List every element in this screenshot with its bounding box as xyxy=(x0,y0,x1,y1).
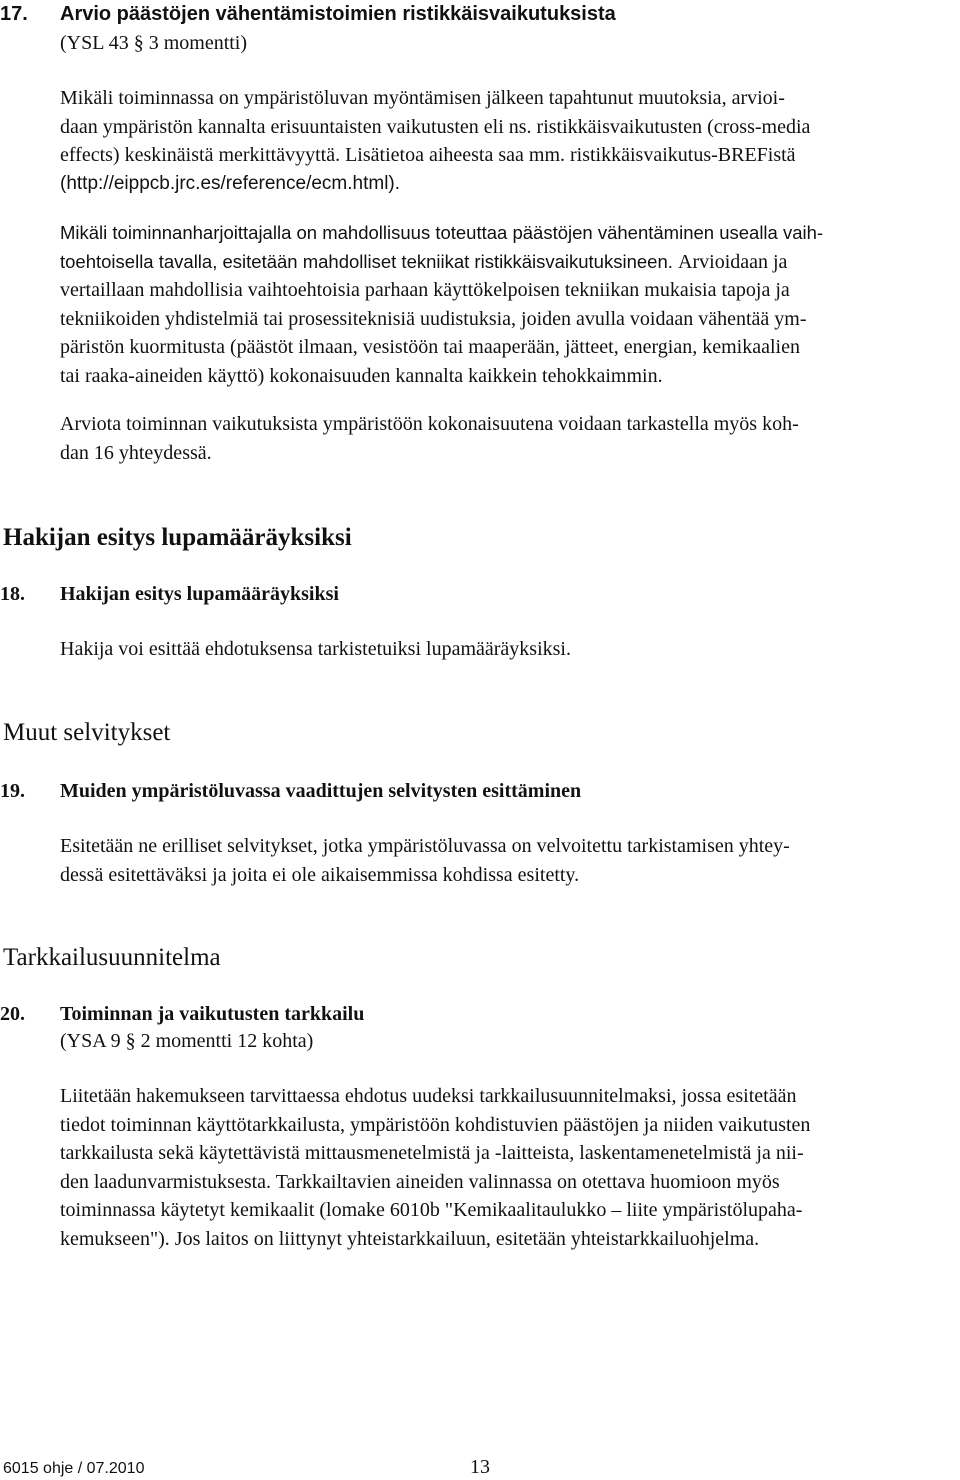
text-line: tiedot toiminnan käyttötarkkailusta, ympäristöön kohdistuvien päästöjen ja niiden vaikutusten xyxy=(60,1113,811,1136)
text-line: Arvioidaan ja xyxy=(678,250,788,273)
section-17-title: Arvio päästöjen vähentämistoimien ristikkäisvaikutuksista xyxy=(60,3,616,25)
text-line: toiminnassa käytetyt kemikaalit (lomake 6010b "Kemikaalitaulukko – liite ympäristölupaha- xyxy=(60,1199,803,1221)
text-line: Hakija voi esittää ehdotuksensa tarkistetuiksi lupamääräyksiksi. xyxy=(60,638,571,660)
text-line: tekniikoiden yhdistelmiä tai prosessiteknisiä uudistuksia, joiden avulla voidaan vähentää ym- xyxy=(60,307,807,330)
section-19-title: Muiden ympäristöluvassa vaadittujen selvitysten esittäminen xyxy=(60,780,582,802)
section-20-paragraph xyxy=(60,1082,960,1253)
text-line: dessä esitettäväksi ja joita ei ole aikaisemmissa kohdissa esitetty. xyxy=(60,863,580,886)
section-20-number: 20. xyxy=(0,1003,25,1025)
text-line: effects) keskinäistä merkittävyyttä. Lisätietoa aiheesta saa mm. ristikkäisvaikutus-BREFistä xyxy=(60,144,796,166)
text-line: Arviota toiminnan vaikutuksista ympäristöön kokonaisuutena voidaan tarkastella myös koh- xyxy=(60,413,799,435)
text-line: daan ympäristön kannalta erisuuntaisten vaikutusten eli ns. ristikkäisvaikutusten (cross-media xyxy=(60,115,811,138)
section-18-number: 18. xyxy=(0,583,25,605)
text-line: tai raaka-aineiden käyttö) kokonaisuuden kannalta kaikkein tehokkaimmin. xyxy=(60,364,663,387)
text-line: den laadunvarmistuksesta. Tarkkailtavien aineiden valinnassa on otettava huomioon myös xyxy=(60,1170,780,1193)
section-18-title: Hakijan esitys lupamääräyksiksi xyxy=(60,583,339,605)
text-line: Mikäli toiminnanharjoittajalla on mahdollisuus toteuttaa päästöjen vähentäminen usealla vaih- xyxy=(60,222,824,243)
footer-document-reference: 6015 ohje / 07.2010 xyxy=(3,1460,145,1477)
heading-tarkkailusuunnitelma: Tarkkailusuunnitelma xyxy=(3,944,221,971)
section-17-paragraph-1 xyxy=(60,84,960,198)
text-line: päristön kuormitusta (päästöt ilmaan, vesistöön tai maaperään, jätteet, energian, kemikaalien xyxy=(60,336,800,358)
heading-hakijan-esitys: Hakijan esitys lupamääräyksiksi xyxy=(3,524,352,551)
section-17-subtitle: (YSL 43 § 3 momentti) xyxy=(60,32,248,54)
text-line: vertaillaan mahdollisia vaihtoehtoisia parhaan käyttökelpoisen tekniikan mukaisia tapoja ja xyxy=(60,279,790,301)
section-19-paragraph xyxy=(60,832,960,889)
heading-muut-selvitykset: Muut selvitykset xyxy=(3,719,171,746)
section-19-number: 19. xyxy=(0,780,25,802)
text-line: Mikäli toiminnassa on ympäristöluvan myöntämisen jälkeen tapahtunut muutoksia, arvioi- xyxy=(60,87,785,109)
section-17-paragraph-3 xyxy=(60,410,960,467)
reference-url: (http://eippcb.jrc.es/reference/ecm.html). xyxy=(60,172,401,194)
section-20-title: Toiminnan ja vaikutusten tarkkailu xyxy=(60,1003,365,1025)
section-17-number: 17. xyxy=(0,3,28,25)
text-line: dan 16 yhteydessä. xyxy=(60,441,212,464)
section-18-paragraph xyxy=(60,635,960,664)
text-line: Esitetään ne erilliset selvitykset, jotka ympäristöluvassa on velvoitettu tarkistamisen yhtey- xyxy=(60,835,790,857)
text-line: Liitetään hakemukseen tarvittaessa ehdotus uudeksi tarkkailusuunnitelmaksi, jossa esitetään xyxy=(60,1085,797,1107)
text-line: kemukseen"). Jos laitos on liittynyt yhteistarkkailuun, esitetään yhteistarkkailuohjelma. xyxy=(60,1227,760,1250)
text-line: tarkkailusta sekä käytettävistä mittausmenetelmistä ja -laitteista, laskentamenetelmistä ja nii- xyxy=(60,1142,804,1164)
text-line: toehtoisella tavalla, esitetään mahdolliset tekniikat ristikkäisvaikutuksineen. xyxy=(60,250,673,272)
section-17-paragraph-2 xyxy=(60,219,960,390)
section-20-subtitle: (YSA 9 § 2 momentti 12 kohta) xyxy=(60,1030,314,1052)
page-number: 13 xyxy=(470,1456,490,1478)
